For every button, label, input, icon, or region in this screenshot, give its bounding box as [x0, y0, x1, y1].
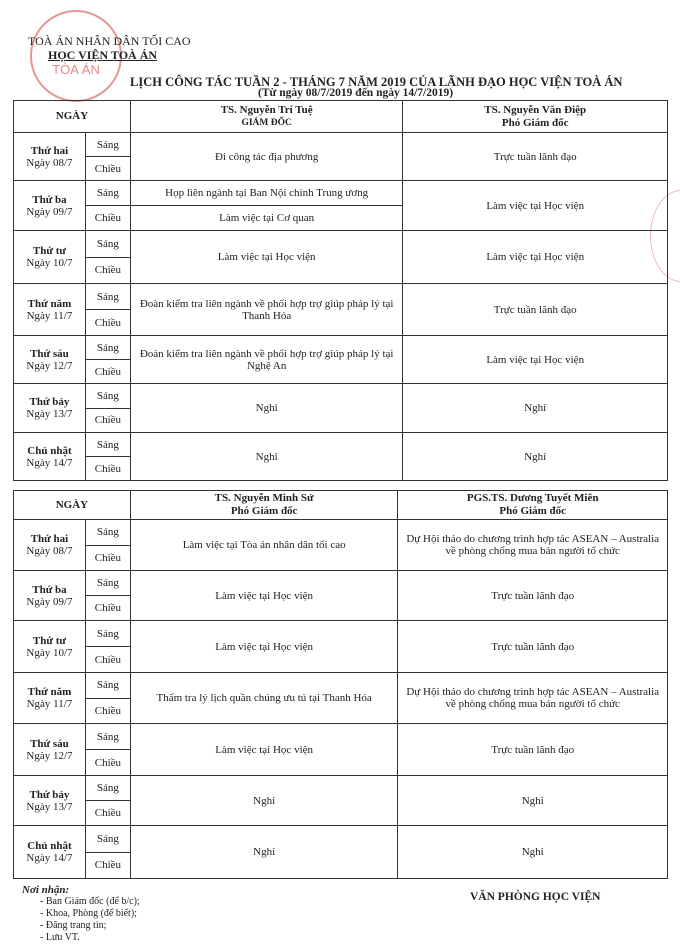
recipient: - Khoa, Phòng (để biết); — [40, 908, 137, 919]
day-cell — [14, 231, 86, 284]
session-morning: Sáng — [85, 284, 130, 310]
day-cell — [14, 673, 86, 724]
activity-cell: Đoàn kiểm tra liên ngành về phối hợp trợ giúp pháp lý tại Nghệ An — [130, 336, 403, 384]
activity-cell: Nghỉ — [398, 776, 668, 826]
activity-cell: Làm việc tại Học viện — [403, 181, 668, 231]
leader-header — [403, 101, 668, 133]
day-cell — [14, 571, 86, 621]
activity-cell: Thẩm tra lý lịch quần chúng ưu tú tại Thanh Hóa — [130, 673, 398, 724]
activity-cell: Trực tuần lãnh đạo — [403, 133, 668, 181]
table-row — [14, 826, 668, 853]
day-date: Ngày 14/7 — [26, 456, 73, 469]
activity-cell: Dự Hội thảo do chương trình hợp tác ASEAN – Australia về phòng chống mua bán người tổ chức — [398, 520, 668, 571]
session-morning: Sáng — [85, 826, 130, 853]
activity-cell: Nghỉ — [403, 433, 668, 481]
day-name: Thứ bảy — [29, 396, 70, 408]
leader-header — [398, 491, 668, 520]
table-row — [14, 284, 668, 310]
day-name: Thứ tư — [32, 245, 66, 257]
day-date: Ngày 10/7 — [26, 646, 73, 659]
recipient: - Ban Giám đốc (để b/c); — [40, 896, 140, 907]
session-afternoon: Chiều — [85, 157, 130, 181]
day-cell — [14, 433, 86, 481]
day-cell — [14, 621, 86, 673]
day-name: Thứ năm — [27, 686, 72, 698]
schedule-table-2 — [13, 490, 668, 879]
table-row — [14, 384, 668, 409]
document-title: LỊCH CÔNG TÁC TUẦN 2 - THÁNG 7 NĂM 2019 CỦA LÃNH ĐẠO HỌC VIỆN TOÀ ÁN — [130, 75, 623, 89]
activity-cell: Đi công tác địa phương — [130, 133, 403, 181]
date-range: (Từ ngày 08/7/2019 đến ngày 14/7/2019) — [258, 87, 454, 99]
day-name: Thứ sáu — [30, 347, 69, 360]
day-name: Thứ hai — [30, 533, 69, 545]
session-morning: Sáng — [85, 621, 130, 647]
day-name: Thứ sáu — [30, 737, 69, 750]
session-morning: Sáng — [85, 336, 130, 360]
activity-cell: Trực tuần lãnh đạo — [398, 571, 668, 621]
day-cell — [14, 826, 86, 879]
activity-cell: Nghỉ — [398, 826, 668, 879]
activity-cell: Trực tuần lãnh đạo — [403, 284, 668, 336]
table-row — [14, 520, 668, 546]
activity-afternoon: Làm việc tại Cơ quan — [130, 206, 403, 231]
day-name: Thứ ba — [32, 193, 67, 206]
recipient: - Đăng trang tin; — [40, 920, 107, 931]
leader-name: PGS.TS. Dương Tuyết Miên — [466, 492, 599, 504]
session-afternoon: Chiều — [85, 457, 130, 481]
activity-cell: Trực tuần lãnh đạo — [398, 724, 668, 776]
session-afternoon: Chiều — [85, 647, 130, 673]
session-afternoon: Chiều — [85, 360, 130, 384]
activity-cell: Trực tuần lãnh đạo — [398, 621, 668, 673]
table-row — [14, 231, 668, 258]
session-afternoon: Chiều — [85, 257, 130, 284]
session-afternoon: Chiều — [85, 852, 130, 879]
day-date: Ngày 09/7 — [26, 595, 73, 608]
table-row — [14, 571, 668, 596]
session-afternoon: Chiều — [85, 310, 130, 336]
day-date: Ngày 13/7 — [26, 408, 73, 420]
activity-morning: Họp liên ngành tại Ban Nội chính Trung ương — [130, 181, 403, 206]
session-morning: Sáng — [85, 571, 130, 596]
activity-cell: Làm việc tại Học viện — [403, 336, 668, 384]
table-row — [14, 621, 668, 647]
day-date: Ngày 12/7 — [26, 359, 73, 372]
session-afternoon: Chiều — [85, 408, 130, 433]
leader-name: TS. Nguyễn Minh Sử — [214, 492, 314, 504]
day-date: Ngày 12/7 — [26, 749, 73, 762]
header-row — [14, 491, 668, 520]
day-cell — [14, 724, 86, 776]
activity-cell: Làm việc tại Học viện — [403, 231, 668, 284]
session-afternoon: Chiều — [85, 545, 130, 571]
table-row — [14, 724, 668, 750]
leader-name: TS. Nguyễn Văn Điệp — [484, 103, 587, 116]
day-cell — [14, 384, 86, 433]
day-name: Thứ ba — [32, 583, 67, 596]
day-name: Thứ năm — [27, 297, 72, 310]
activity-cell: Làm việc tại Học viện — [130, 571, 398, 621]
session-morning: Sáng — [85, 231, 130, 258]
leader-header — [130, 491, 398, 520]
academy-name: HỌC VIỆN TOÀ ÁN — [48, 48, 158, 62]
activity-cell: Làm việc tại Tòa án nhân dân tối cao — [130, 520, 398, 571]
recipients-label: Nơi nhận: — [22, 884, 70, 896]
session-morning: Sáng — [85, 384, 130, 409]
activity-cell: Nghỉ — [130, 433, 403, 481]
header-row — [14, 101, 668, 133]
table-row — [14, 181, 668, 206]
day-name: Thứ hai — [30, 144, 69, 157]
day-date: Ngày 13/7 — [26, 800, 73, 813]
org-name: TOÀ ÁN NHÂN DÂN TỐI CAO — [28, 34, 191, 48]
table-row — [14, 133, 668, 157]
session-morning: Sáng — [85, 181, 130, 206]
day-date: Ngày 14/7 — [26, 852, 73, 864]
day-name: Chủ nhật — [27, 444, 72, 457]
session-morning: Sáng — [85, 673, 130, 699]
leader-role: Phó Giám đốc — [230, 505, 298, 517]
activity-cell: Làm việc tại Học viện — [130, 231, 403, 284]
activity-cell: Nghỉ — [403, 384, 668, 433]
day-cell — [14, 776, 86, 826]
day-name: Chủ nhật — [27, 840, 72, 852]
session-afternoon: Chiều — [85, 750, 130, 776]
recipients — [22, 884, 140, 944]
day-cell — [14, 284, 86, 336]
issuing-office: VĂN PHÒNG HỌC VIỆN — [470, 891, 601, 903]
activity-cell: Nghỉ — [130, 384, 403, 433]
day-name: Thứ tư — [32, 634, 66, 647]
session-afternoon: Chiều — [85, 206, 130, 231]
day-column-header: NGÀY — [14, 491, 131, 520]
table-row — [14, 673, 668, 699]
table-row — [14, 776, 668, 801]
activity-cell: Làm việc tại Học viện — [130, 621, 398, 673]
day-cell — [14, 181, 86, 231]
stamp-text: TÒA ÁN — [52, 62, 100, 77]
table-row — [14, 336, 668, 360]
activity-cell: Nghỉ — [130, 776, 398, 826]
day-name: Thứ bảy — [29, 788, 70, 801]
day-date: Ngày 08/7 — [26, 156, 73, 169]
session-morning: Sáng — [85, 520, 130, 546]
recipient: - Lưu VT. — [40, 932, 80, 943]
day-cell — [14, 133, 86, 181]
leader-role: Phó Giám đốc — [501, 116, 569, 129]
session-morning: Sáng — [85, 133, 130, 157]
session-afternoon: Chiều — [85, 801, 130, 826]
day-date: Ngày 10/7 — [26, 257, 73, 269]
session-afternoon: Chiều — [85, 596, 130, 621]
day-date: Ngày 08/7 — [26, 545, 73, 557]
activity-cell: Nghỉ — [130, 826, 398, 879]
day-date: Ngày 11/7 — [26, 698, 73, 710]
table-row — [14, 433, 668, 457]
session-morning: Sáng — [85, 433, 130, 457]
day-date: Ngày 09/7 — [26, 205, 73, 218]
leader-role: GIÁM ĐỐC — [241, 117, 292, 128]
schedule-table-1 — [13, 100, 668, 481]
leader-header — [130, 101, 403, 133]
activity-cell: Đoàn kiểm tra liên ngành về phối hợp trợ giúp pháp lý tại Thanh Hóa — [130, 284, 403, 336]
leader-name: TS. Nguyễn Trí Tuệ — [220, 103, 313, 116]
session-afternoon: Chiều — [85, 698, 130, 724]
day-cell — [14, 336, 86, 384]
activity-cell: Làm việc tại Học viện — [130, 724, 398, 776]
activity-cell: Dự Hội thảo do chương trình hợp tác ASEAN – Australia về phòng chống mua bán người tổ chức — [398, 673, 668, 724]
session-morning: Sáng — [85, 776, 130, 801]
leader-role: Phó Giám đốc — [499, 505, 567, 517]
day-date: Ngày 11/7 — [26, 309, 73, 322]
session-morning: Sáng — [85, 724, 130, 750]
day-cell — [14, 520, 86, 571]
day-column-header: NGÀY — [14, 101, 131, 133]
